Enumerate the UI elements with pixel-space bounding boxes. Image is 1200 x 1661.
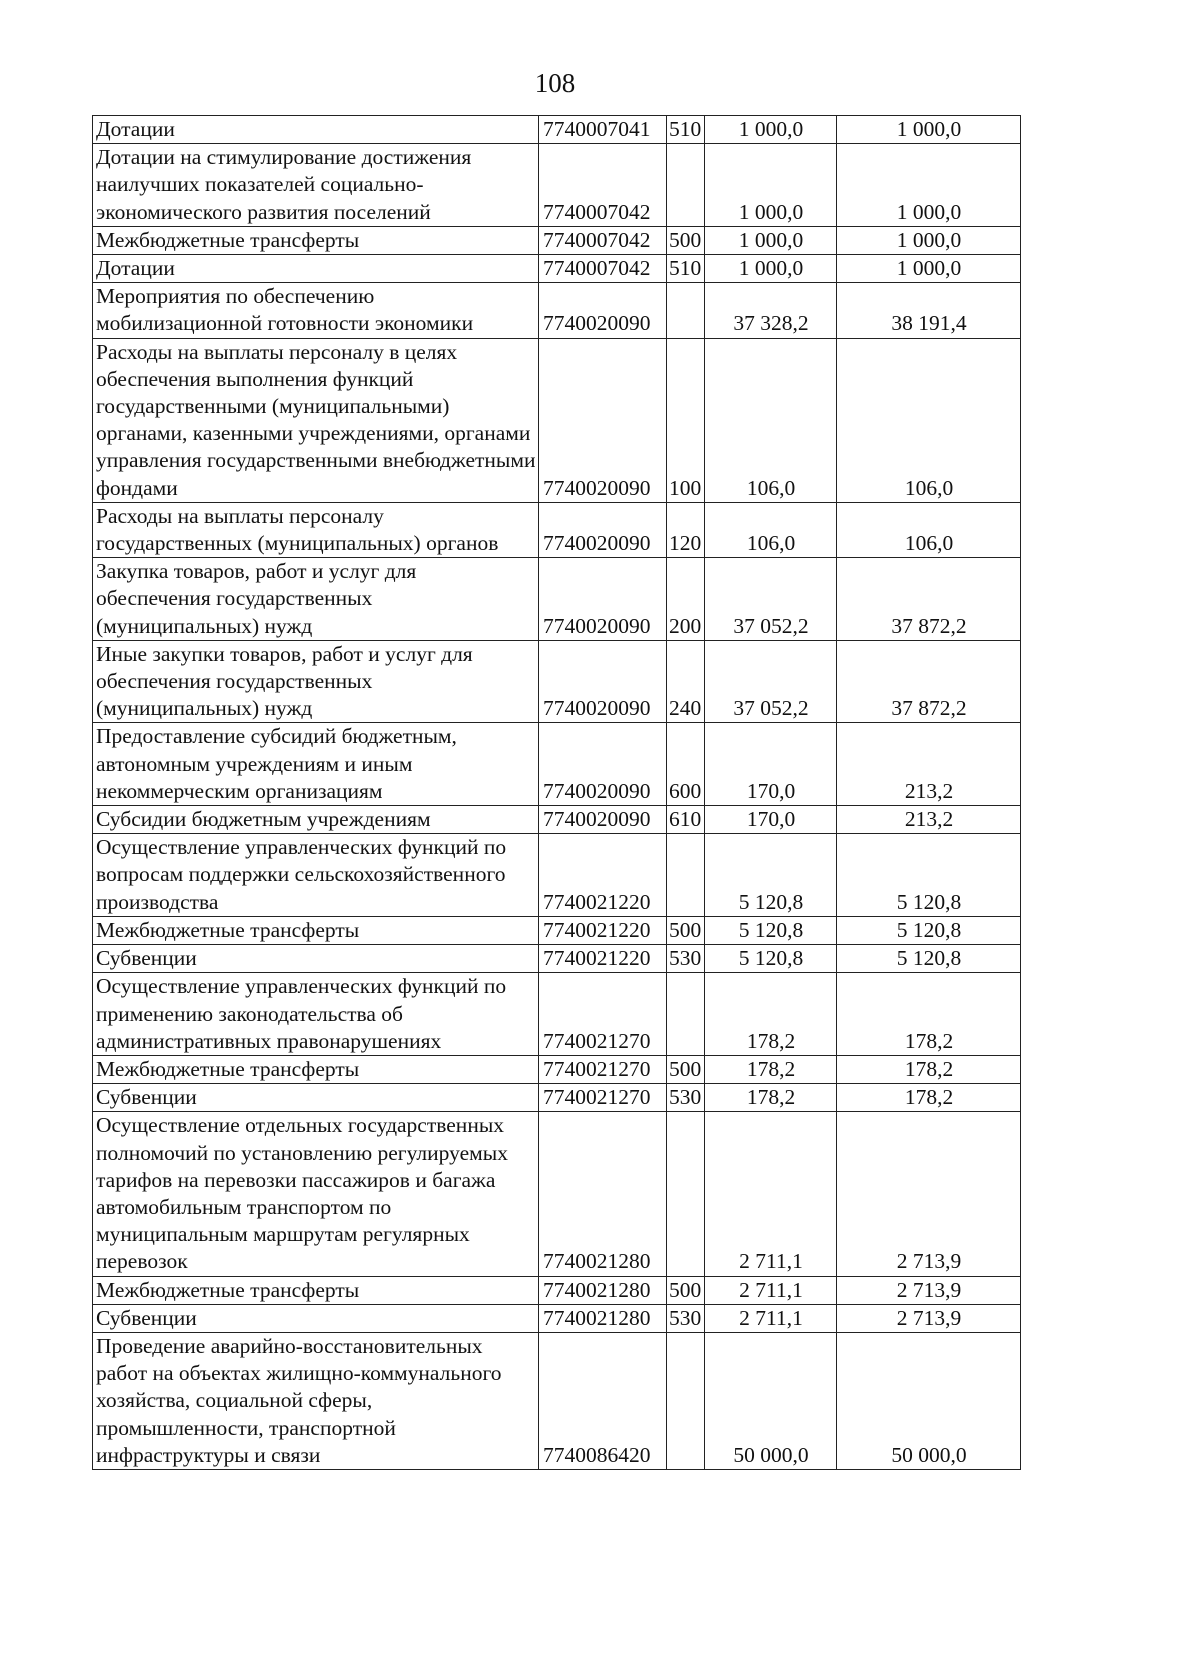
amount-year1-cell: 5 120,8 <box>705 945 837 973</box>
target-code-cell: 7740021220 <box>539 945 667 973</box>
amount-year1-cell: 5 120,8 <box>705 834 837 917</box>
amount-year2-cell: 2 713,9 <box>837 1276 1021 1304</box>
expense-type-cell <box>667 144 705 227</box>
expense-type-cell: 510 <box>667 116 705 144</box>
amount-year2-cell: 178,2 <box>837 973 1021 1056</box>
table-row <box>93 834 1021 917</box>
expense-type-cell: 500 <box>667 1055 705 1083</box>
table-row <box>93 1084 1021 1112</box>
amount-year2-cell: 178,2 <box>837 1055 1021 1083</box>
amount-year2-cell: 213,2 <box>837 723 1021 806</box>
amount-year1-cell: 178,2 <box>705 1084 837 1112</box>
expense-name-cell: Осуществление управленческих функций по применению законодательства об административных правонарушениях <box>93 973 539 1056</box>
table-body <box>93 116 1021 1470</box>
amount-year1-cell: 1 000,0 <box>705 116 837 144</box>
expense-name-cell: Расходы на выплаты персоналу в целях обеспечения выполнения функций государственными (муниципальными) органами, казенными учреждениями, органами управления государственными внебюджетными фондами <box>93 338 539 502</box>
expense-name-cell: Дотации <box>93 255 539 283</box>
amount-year2-cell: 50 000,0 <box>837 1332 1021 1469</box>
amount-year1-cell: 50 000,0 <box>705 1332 837 1469</box>
target-code-cell: 7740007042 <box>539 226 667 254</box>
target-code-cell: 7740020090 <box>539 558 667 641</box>
target-code-cell: 7740021270 <box>539 1055 667 1083</box>
amount-year1-cell: 106,0 <box>705 502 837 557</box>
amount-year2-cell: 178,2 <box>837 1084 1021 1112</box>
target-code-cell: 7740007042 <box>539 255 667 283</box>
expense-type-cell: 600 <box>667 723 705 806</box>
expense-name-cell: Осуществление отдельных государственных полномочий по установлению регулируемых тарифов на перевозки пассажиров и багажа автомобильным транспортом по муниципальным маршрутам регулярных перевозок <box>93 1112 539 1276</box>
amount-year2-cell: 1 000,0 <box>837 255 1021 283</box>
target-code-cell: 7740021280 <box>539 1112 667 1276</box>
amount-year2-cell: 2 713,9 <box>837 1112 1021 1276</box>
table-row <box>93 916 1021 944</box>
amount-year1-cell: 1 000,0 <box>705 144 837 227</box>
amount-year1-cell: 37 052,2 <box>705 640 837 723</box>
expense-name-cell: Предоставление субсидий бюджетным, автономным учреждениям и иным некоммерческим организациям <box>93 723 539 806</box>
amount-year1-cell: 1 000,0 <box>705 226 837 254</box>
amount-year1-cell: 2 711,1 <box>705 1112 837 1276</box>
table-row <box>93 1055 1021 1083</box>
amount-year1-cell: 170,0 <box>705 723 837 806</box>
expense-name-cell: Расходы на выплаты персоналу государственных (муниципальных) органов <box>93 502 539 557</box>
budget-table <box>92 115 1021 1470</box>
target-code-cell: 7740020090 <box>539 806 667 834</box>
amount-year2-cell: 2 713,9 <box>837 1304 1021 1332</box>
expense-type-cell: 530 <box>667 945 705 973</box>
table-row <box>93 640 1021 723</box>
amount-year1-cell: 178,2 <box>705 973 837 1056</box>
table-row <box>93 255 1021 283</box>
table-row <box>93 1304 1021 1332</box>
table-row <box>93 1276 1021 1304</box>
amount-year2-cell: 37 872,2 <box>837 558 1021 641</box>
amount-year2-cell: 1 000,0 <box>837 226 1021 254</box>
table-row <box>93 144 1021 227</box>
expense-name-cell: Мероприятия по обеспечению мобилизационной готовности экономики <box>93 283 539 338</box>
expense-type-cell: 240 <box>667 640 705 723</box>
table-row <box>93 116 1021 144</box>
amount-year2-cell: 1 000,0 <box>837 116 1021 144</box>
expense-type-cell: 100 <box>667 338 705 502</box>
expense-name-cell: Межбюджетные трансферты <box>93 226 539 254</box>
amount-year1-cell: 106,0 <box>705 338 837 502</box>
amount-year1-cell: 170,0 <box>705 806 837 834</box>
target-code-cell: 7740020090 <box>539 283 667 338</box>
target-code-cell: 7740020090 <box>539 723 667 806</box>
expense-type-cell <box>667 1112 705 1276</box>
amount-year1-cell: 2 711,1 <box>705 1304 837 1332</box>
page-number: 108 <box>534 68 576 98</box>
target-code-cell: 7740021220 <box>539 834 667 917</box>
amount-year2-cell: 1 000,0 <box>837 144 1021 227</box>
expense-type-cell: 500 <box>667 226 705 254</box>
amount-year1-cell: 37 052,2 <box>705 558 837 641</box>
expense-name-cell: Закупка товаров, работ и услуг для обеспечения государственных (муниципальных) нужд <box>93 558 539 641</box>
expense-type-cell: 200 <box>667 558 705 641</box>
target-code-cell: 7740020090 <box>539 640 667 723</box>
expense-type-cell: 510 <box>667 255 705 283</box>
table-row <box>93 558 1021 641</box>
table-row <box>93 1332 1021 1469</box>
amount-year2-cell: 106,0 <box>837 338 1021 502</box>
amount-year2-cell: 5 120,8 <box>837 916 1021 944</box>
expense-name-cell: Межбюджетные трансферты <box>93 916 539 944</box>
expense-type-cell: 500 <box>667 1276 705 1304</box>
target-code-cell: 7740021280 <box>539 1304 667 1332</box>
table-row <box>93 973 1021 1056</box>
expense-name-cell: Субвенции <box>93 1084 539 1112</box>
amount-year1-cell: 37 328,2 <box>705 283 837 338</box>
expense-type-cell: 610 <box>667 806 705 834</box>
target-code-cell: 7740021280 <box>539 1276 667 1304</box>
amount-year2-cell: 38 191,4 <box>837 283 1021 338</box>
expense-type-cell: 530 <box>667 1304 705 1332</box>
expense-name-cell: Проведение аварийно-восстановительных работ на объектах жилищно-коммунального хозяйства, социальной сферы, промышленности, транспортной инфраструктуры и связи <box>93 1332 539 1469</box>
amount-year2-cell: 37 872,2 <box>837 640 1021 723</box>
expense-type-cell: 500 <box>667 916 705 944</box>
target-code-cell: 7740007042 <box>539 144 667 227</box>
expense-type-cell <box>667 834 705 917</box>
amount-year2-cell: 213,2 <box>837 806 1021 834</box>
expense-name-cell: Субвенции <box>93 945 539 973</box>
table-row <box>93 502 1021 557</box>
expense-name-cell: Дотации на стимулирование достижения наилучших показателей социально-экономического развития поселений <box>93 144 539 227</box>
table-row <box>93 338 1021 502</box>
target-code-cell: 7740020090 <box>539 502 667 557</box>
table-row <box>93 723 1021 806</box>
table-row <box>93 226 1021 254</box>
table-row <box>93 1112 1021 1276</box>
expense-name-cell: Межбюджетные трансферты <box>93 1055 539 1083</box>
expense-name-cell: Субвенции <box>93 1304 539 1332</box>
target-code-cell: 7740021270 <box>539 973 667 1056</box>
target-code-cell: 7740007041 <box>539 116 667 144</box>
expense-type-cell <box>667 283 705 338</box>
amount-year1-cell: 1 000,0 <box>705 255 837 283</box>
amount-year1-cell: 2 711,1 <box>705 1276 837 1304</box>
expense-name-cell: Дотации <box>93 116 539 144</box>
table-row <box>93 806 1021 834</box>
table-row <box>93 945 1021 973</box>
amount-year2-cell: 106,0 <box>837 502 1021 557</box>
amount-year2-cell: 5 120,8 <box>837 945 1021 973</box>
amount-year2-cell: 5 120,8 <box>837 834 1021 917</box>
expense-name-cell: Субсидии бюджетным учреждениям <box>93 806 539 834</box>
expense-name-cell: Межбюджетные трансферты <box>93 1276 539 1304</box>
amount-year1-cell: 5 120,8 <box>705 916 837 944</box>
expense-type-cell <box>667 1332 705 1469</box>
target-code-cell: 7740021270 <box>539 1084 667 1112</box>
target-code-cell: 7740021220 <box>539 916 667 944</box>
expense-name-cell: Осуществление управленческих функций по вопросам поддержки сельскохозяйственного производства <box>93 834 539 917</box>
amount-year1-cell: 178,2 <box>705 1055 837 1083</box>
target-code-cell: 7740020090 <box>539 338 667 502</box>
table-row <box>93 283 1021 338</box>
target-code-cell: 7740086420 <box>539 1332 667 1469</box>
expense-type-cell <box>667 973 705 1056</box>
expense-type-cell: 530 <box>667 1084 705 1112</box>
expense-name-cell: Иные закупки товаров, работ и услуг для обеспечения государственных (муниципальных) нужд <box>93 640 539 723</box>
expense-type-cell: 120 <box>667 502 705 557</box>
